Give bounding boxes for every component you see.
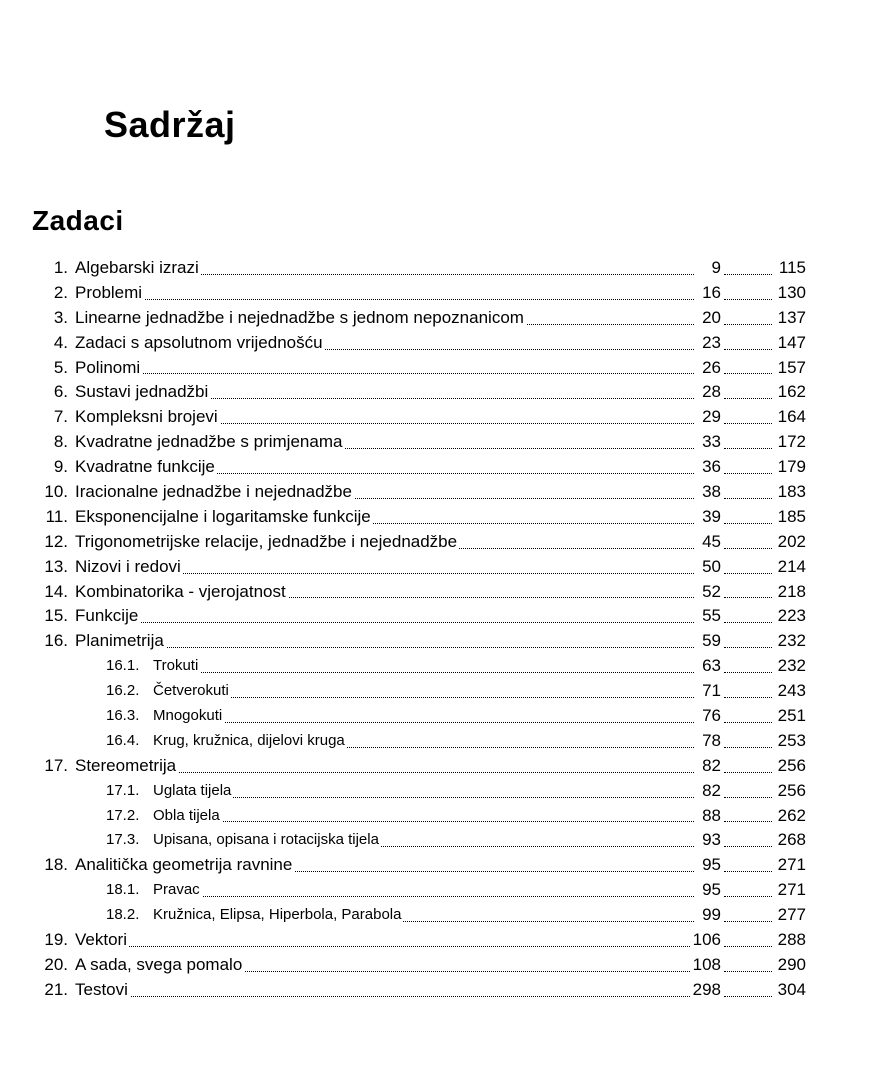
toc-entry[interactable] — [0, 430, 872, 455]
toc-entry[interactable] — [0, 530, 872, 555]
toc-entry[interactable] — [0, 306, 872, 331]
dot-leader — [724, 455, 772, 480]
dot-leader — [724, 281, 772, 306]
dot-leader — [724, 331, 772, 356]
toc-entry[interactable] — [0, 331, 872, 356]
dot-leader — [724, 505, 772, 530]
entry-title: Pravac — [153, 878, 202, 903]
entry-title: Vektori — [75, 928, 129, 953]
toc-entry[interactable] — [0, 629, 872, 654]
entry-number: 15. — [44, 606, 68, 626]
dot-leader — [724, 405, 772, 430]
entry-number: 6. — [53, 382, 68, 402]
toc-entry[interactable] — [0, 480, 872, 505]
dot-leader — [724, 629, 772, 654]
entry-title: Kompleksni brojevi — [75, 405, 220, 430]
solution-page-number: 179 — [777, 457, 806, 477]
task-page-number: 50 — [699, 555, 721, 580]
task-page-number: 298 — [690, 978, 721, 1003]
solution-page-number: 256 — [777, 755, 806, 775]
toc-entry[interactable] — [0, 978, 872, 1003]
solution-page-number: 137 — [777, 307, 806, 327]
dot-leader — [153, 878, 694, 903]
task-page-number: 108 — [690, 953, 721, 978]
dot-leader — [75, 978, 694, 1003]
entry-title: Planimetrija — [75, 629, 166, 654]
toc-entry[interactable] — [0, 356, 872, 381]
task-page-number: 52 — [699, 580, 721, 605]
dot-leader — [75, 928, 694, 953]
entry-number: 16.2. — [106, 682, 140, 700]
task-page-number: 45 — [699, 530, 721, 555]
solution-page-number: 183 — [777, 482, 806, 502]
task-page-number: 23 — [699, 331, 721, 356]
toc-subentry[interactable] — [0, 828, 872, 853]
toc-entry[interactable] — [0, 405, 872, 430]
dot-leader — [724, 804, 772, 829]
toc-entry[interactable] — [0, 256, 872, 281]
solution-page-number: 253 — [777, 730, 806, 750]
entry-title: Kružnica, Elipsa, Hiperbola, Parabola — [153, 903, 403, 928]
entry-number: 3. — [53, 307, 68, 327]
toc-entry[interactable] — [0, 580, 872, 605]
entry-number: 1. — [53, 258, 68, 277]
task-page-number: 106 — [690, 928, 721, 953]
solution-page-number: 277 — [777, 905, 806, 925]
entry-title: Krug, kružnica, dijelovi kruga — [153, 729, 347, 754]
dot-leader — [724, 604, 772, 629]
entry-title: Zadaci s apsolutnom vrijednošću — [75, 331, 325, 356]
section-heading: Zadaci — [32, 205, 124, 236]
entry-title: Trigonometrijske relacije, jednadžbe i nejednadžbe — [75, 530, 459, 555]
task-page-number: 76 — [699, 704, 721, 729]
toc-entry[interactable] — [0, 754, 872, 779]
entry-number: 11. — [45, 506, 68, 526]
entry-number: 19. — [44, 930, 68, 950]
dot-leader — [724, 679, 772, 704]
toc-entry[interactable] — [0, 455, 872, 480]
task-page-number: 20 — [699, 306, 721, 331]
toc-entry[interactable] — [0, 380, 872, 405]
toc-entry[interactable] — [0, 928, 872, 953]
entry-title: Eksponencijalne i logaritamske funkcije — [75, 505, 373, 530]
task-page-number: 9 — [709, 256, 721, 281]
entry-title: Kombinatorika - vjerojatnost — [75, 580, 288, 605]
solution-page-number: 223 — [777, 606, 806, 626]
entry-title: Četverokuti — [153, 679, 231, 704]
entry-title: Uglata tijela — [153, 779, 233, 804]
page-title: Sadržaj — [104, 104, 236, 145]
dot-leader — [724, 903, 772, 928]
task-page-number: 95 — [699, 878, 721, 903]
task-page-number: 28 — [699, 380, 721, 405]
dot-leader — [75, 604, 694, 629]
toc-entry[interactable] — [0, 555, 872, 580]
entry-number: 4. — [53, 332, 68, 352]
solution-page-number: 243 — [777, 681, 806, 701]
task-page-number: 29 — [699, 405, 721, 430]
dot-leader — [75, 629, 694, 654]
toc-subentry[interactable] — [0, 679, 872, 704]
task-page-number: 93 — [699, 828, 721, 853]
solution-page-number: 232 — [777, 656, 806, 676]
entry-title: Mnogokuti — [153, 704, 224, 729]
task-page-number: 78 — [699, 729, 721, 754]
task-page-number: 55 — [699, 604, 721, 629]
entry-number: 16. — [44, 631, 68, 651]
entry-title: Polinomi — [75, 356, 142, 381]
entry-title: Linearne jednadžbe i nejednadžbe s jednom nepoznanicom — [75, 306, 526, 331]
dot-leader — [75, 356, 694, 381]
entry-number: 18.1. — [106, 881, 140, 899]
entry-number: 17.2. — [106, 806, 140, 824]
task-page-number: 33 — [699, 430, 721, 455]
dot-leader — [724, 704, 772, 729]
solution-page-number: 162 — [777, 382, 806, 402]
entry-number: 9. — [53, 457, 68, 477]
dot-leader — [724, 978, 772, 1003]
solution-page-number: 172 — [777, 432, 806, 452]
task-page-number: 59 — [699, 629, 721, 654]
solution-page-number: 251 — [777, 706, 806, 726]
entry-number: 10. — [44, 482, 68, 502]
dot-leader — [153, 654, 694, 679]
entry-title: Funkcije — [75, 604, 140, 629]
toc-subentry[interactable] — [0, 878, 872, 903]
entry-title: Sustavi jednadžbi — [75, 380, 210, 405]
entry-title: Obla tijela — [153, 804, 222, 829]
task-page-number: 36 — [699, 455, 721, 480]
dot-leader — [724, 754, 772, 779]
solution-page-number: 232 — [777, 631, 806, 651]
entry-number: 7. — [53, 407, 68, 427]
entry-number: 16.4. — [106, 731, 140, 749]
dot-leader — [724, 256, 772, 281]
dot-leader — [724, 356, 772, 381]
entry-title: A sada, svega pomalo — [75, 953, 244, 978]
toc-entry[interactable] — [0, 953, 872, 978]
entry-number: 21. — [44, 979, 68, 999]
dot-leader — [153, 679, 694, 704]
dot-leader — [724, 555, 772, 580]
entry-number: 17.3. — [106, 831, 140, 849]
entry-number: 14. — [44, 581, 68, 601]
entry-title: Algebarski izrazi — [75, 256, 201, 281]
toc-subentry[interactable] — [0, 654, 872, 679]
toc-subentry[interactable] — [0, 779, 872, 804]
dot-leader — [75, 281, 694, 306]
task-page-number: 39 — [699, 505, 721, 530]
dot-leader — [153, 704, 694, 729]
entry-number: 18. — [44, 855, 68, 875]
solution-page-number: 271 — [777, 880, 806, 900]
solution-page-number: 256 — [777, 780, 806, 800]
toc-entry[interactable] — [0, 281, 872, 306]
entry-number: 12. — [44, 531, 68, 551]
solution-page-number: 304 — [777, 979, 806, 999]
dot-leader — [724, 530, 772, 555]
solution-page-number: 164 — [777, 407, 806, 427]
dot-leader — [724, 953, 772, 978]
solution-page-number: 271 — [777, 855, 806, 875]
task-page-number: 99 — [699, 903, 721, 928]
entry-number: 20. — [44, 954, 68, 974]
solution-page-number: 262 — [777, 805, 806, 825]
solution-page-number: 202 — [777, 531, 806, 551]
dot-leader — [153, 804, 694, 829]
solution-page-number: 185 — [777, 506, 806, 526]
solution-page-number: 130 — [777, 282, 806, 302]
task-page-number: 63 — [699, 654, 721, 679]
entry-title: Problemi — [75, 281, 144, 306]
toc-entry[interactable] — [0, 505, 872, 530]
entry-title: Stereometrija — [75, 754, 178, 779]
entry-number: 8. — [53, 432, 68, 452]
dot-leader — [724, 853, 772, 878]
task-page-number: 26 — [699, 356, 721, 381]
toc-entry[interactable] — [0, 853, 872, 878]
dot-leader — [724, 654, 772, 679]
task-page-number: 38 — [699, 480, 721, 505]
entry-title: Testovi — [75, 978, 130, 1003]
dot-leader — [724, 380, 772, 405]
dot-leader — [724, 828, 772, 853]
entry-number: 13. — [44, 556, 68, 576]
task-page-number: 16 — [699, 281, 721, 306]
dot-leader — [724, 306, 772, 331]
entry-number: 5. — [53, 357, 68, 377]
entry-number: 2. — [53, 282, 68, 302]
entry-title: Trokuti — [153, 654, 200, 679]
entry-number: 16.3. — [106, 707, 140, 725]
solution-page-number: 157 — [777, 357, 806, 377]
task-page-number: 95 — [699, 853, 721, 878]
entry-title: Iracionalne jednadžbe i nejednadžbe — [75, 480, 354, 505]
dot-leader — [724, 779, 772, 804]
entry-number: 16.1. — [106, 657, 140, 675]
entry-number: 17. — [44, 755, 68, 775]
task-page-number: 82 — [699, 779, 721, 804]
dot-leader — [153, 779, 694, 804]
table-of-contents — [0, 256, 872, 1003]
task-page-number: 88 — [699, 804, 721, 829]
task-page-number: 82 — [699, 754, 721, 779]
solution-page-number: 147 — [777, 332, 806, 352]
dot-leader — [724, 480, 772, 505]
toc-subentry[interactable] — [0, 804, 872, 829]
entry-title: Analitička geometrija ravnine — [75, 853, 294, 878]
task-page-number: 71 — [699, 679, 721, 704]
solution-page-number: 268 — [777, 830, 806, 850]
toc-subentry[interactable] — [0, 903, 872, 928]
toc-subentry[interactable] — [0, 704, 872, 729]
dot-leader — [724, 878, 772, 903]
toc-entry[interactable] — [0, 604, 872, 629]
dot-leader — [724, 430, 772, 455]
dot-leader — [724, 729, 772, 754]
entry-number: 17.1. — [106, 781, 140, 799]
solution-page-number: 214 — [777, 556, 806, 576]
entry-title: Nizovi i redovi — [75, 555, 183, 580]
solution-page-number: 115 — [778, 258, 806, 277]
solution-page-number: 218 — [777, 581, 806, 601]
dot-leader — [724, 580, 772, 605]
toc-subentry[interactable] — [0, 729, 872, 754]
entry-number: 18.2. — [106, 906, 140, 924]
solution-page-number: 288 — [777, 930, 806, 950]
dot-leader — [724, 928, 772, 953]
entry-title: Kvadratne funkcije — [75, 455, 217, 480]
entry-title: Kvadratne jednadžbe s primjenama — [75, 430, 344, 455]
entry-title: Upisana, opisana i rotacijska tijela — [153, 828, 381, 853]
solution-page-number: 290 — [777, 954, 806, 974]
